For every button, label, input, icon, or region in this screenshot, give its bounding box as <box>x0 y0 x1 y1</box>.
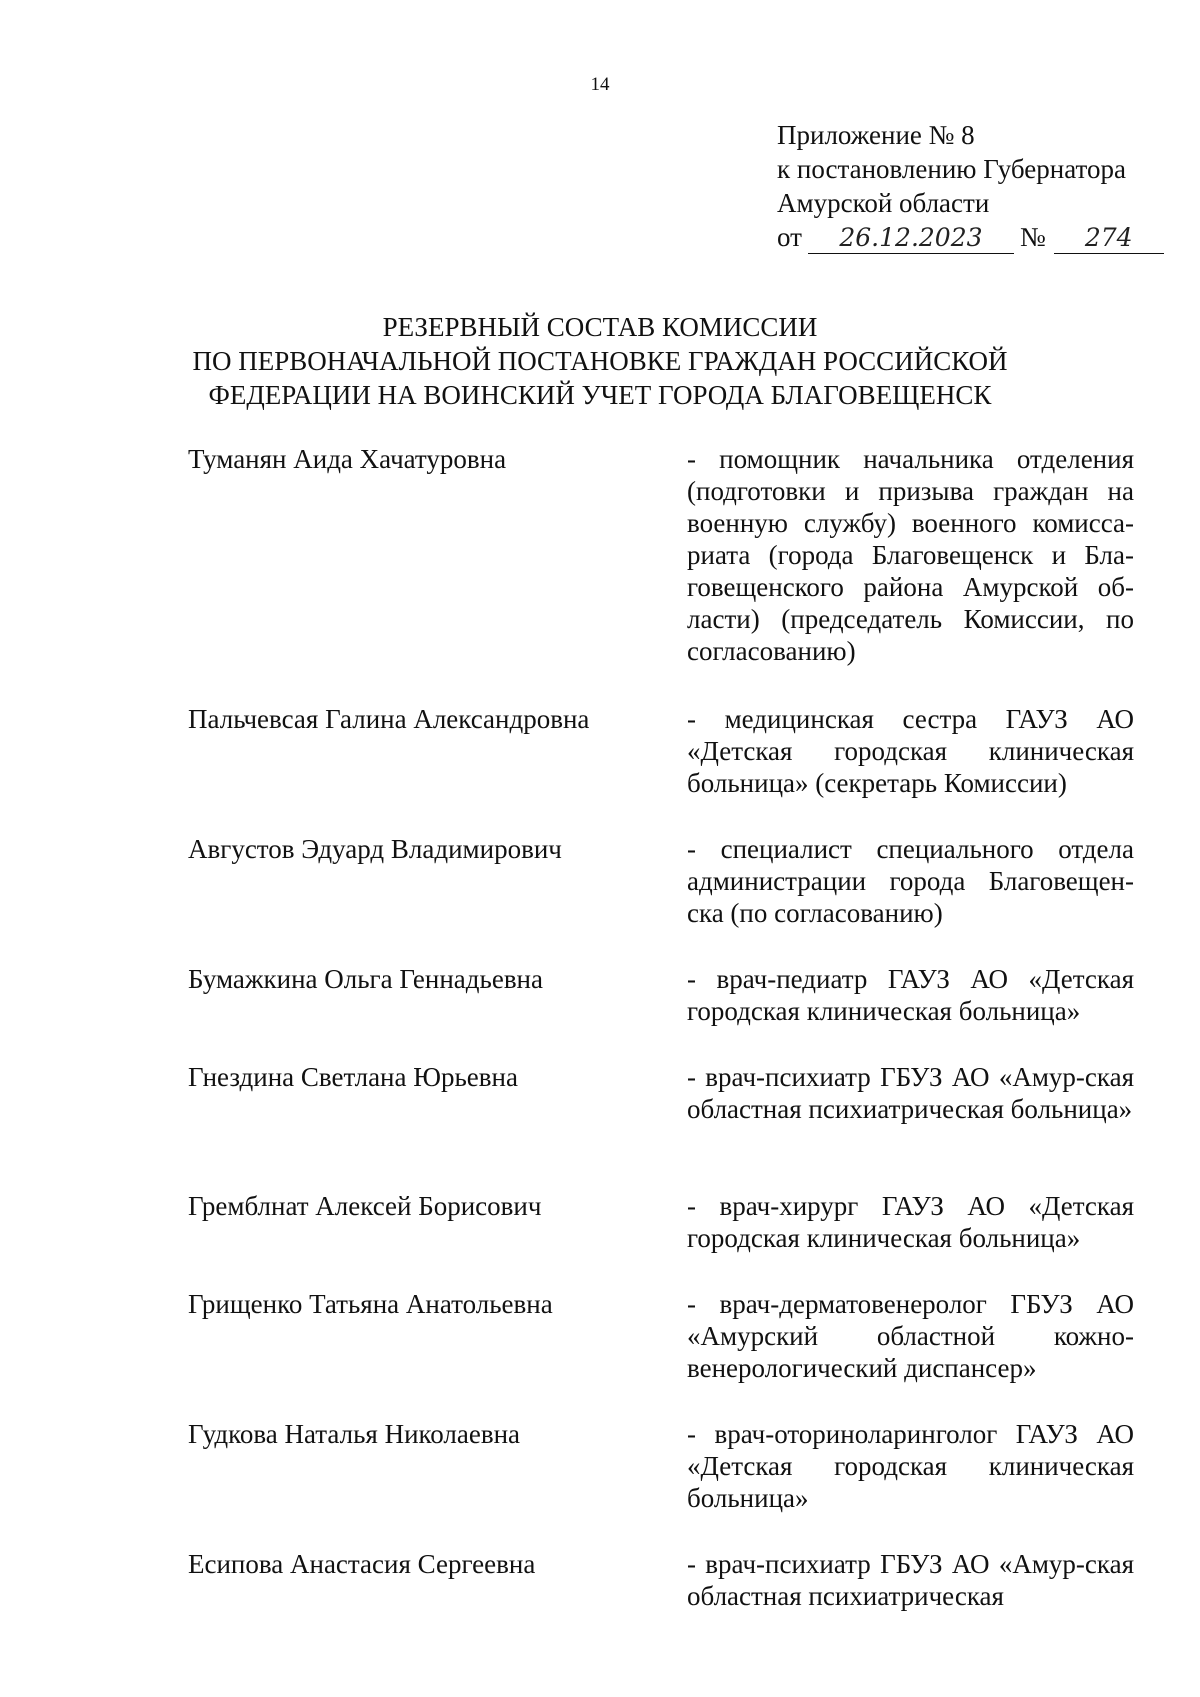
member-role: - врач-хирург ГАУЗ АО «Детская городская клиническая больница» <box>687 1191 1134 1253</box>
title-line-2: ПО ПЕРВОНАЧАЛЬНОЙ ПОСТАНОВКЕ ГРАЖДАН РОССИЙСКОЙ <box>192 346 1008 376</box>
member-name: Августов Эдуард Владимирович <box>188 834 562 864</box>
member-name: Есипова Анастасия Сергеевна <box>188 1549 536 1579</box>
member-name: Пальчевсая Галина Александровна <box>188 704 590 734</box>
attachment-title: Приложение № 8 <box>777 120 975 150</box>
number-sign: № <box>1019 222 1046 252</box>
member-role: - специалист специального отдела администрации города Благовещен-ска (по согласованию) <box>687 834 1134 928</box>
member-role: - врач-педиатр ГАУЗ АО «Детская городская клиническая больница» <box>687 964 1134 1026</box>
member-name: Гудкова Наталья Николаевна <box>188 1419 521 1449</box>
member-name: Грищенко Татьяна Анатольевна <box>188 1289 553 1319</box>
attachment-region: Амурской области <box>777 188 990 218</box>
member-name: Гремблнат Алексей Борисович <box>188 1191 542 1221</box>
handwritten-date: 26.12.2023 <box>808 223 1014 254</box>
title-line-3: ФЕДЕРАЦИИ НА ВОИНСКИЙ УЧЕТ ГОРОДА БЛАГОВЕЩЕНСК <box>208 380 992 410</box>
member-name: Бумажкина Ольга Геннадьевна <box>188 964 543 994</box>
document-title <box>0 310 1200 412</box>
date-prefix: от <box>777 222 802 252</box>
attachment-reference: к постановлению Губернатора <box>777 154 1126 184</box>
member-role: - помощник начальника отделения (подготовки и призыва граждан на военную службу) военного комисса-риата (города Благовещенск и Бла-говещенского района Амурской об-ласти) (председатель Комиссии, по согласованию) <box>687 444 1134 666</box>
attachment-date-line <box>777 220 1164 254</box>
member-role: - врач-психиатр ГБУЗ АО «Амур-ская областная психиатрическая <box>687 1549 1134 1611</box>
member-role: - медицинская сестра ГАУЗ АО «Детская городская клиническая больница» (секретарь Комиссии) <box>687 704 1134 798</box>
handwritten-number: 274 <box>1054 223 1164 254</box>
member-role: - врач-оториноларинголог ГАУЗ АО «Детская городская клиническая больница» <box>687 1419 1134 1513</box>
member-name: Гнездина Светлана Юрьевна <box>188 1062 518 1092</box>
member-role: - врач-психиатр ГБУЗ АО «Амур-ская областная психиатрическая больница» <box>687 1062 1134 1124</box>
attachment-block <box>777 118 1164 254</box>
title-line-1: РЕЗЕРВНЫЙ СОСТАВ КОМИССИИ <box>382 312 818 342</box>
member-name: Туманян Аида Хачатуровна <box>188 444 507 474</box>
member-role: - врач-дерматовенеролог ГБУЗ АО «Амурский областной кожно-венерологический диспансер» <box>687 1289 1134 1383</box>
page-number: 14 <box>590 74 610 95</box>
